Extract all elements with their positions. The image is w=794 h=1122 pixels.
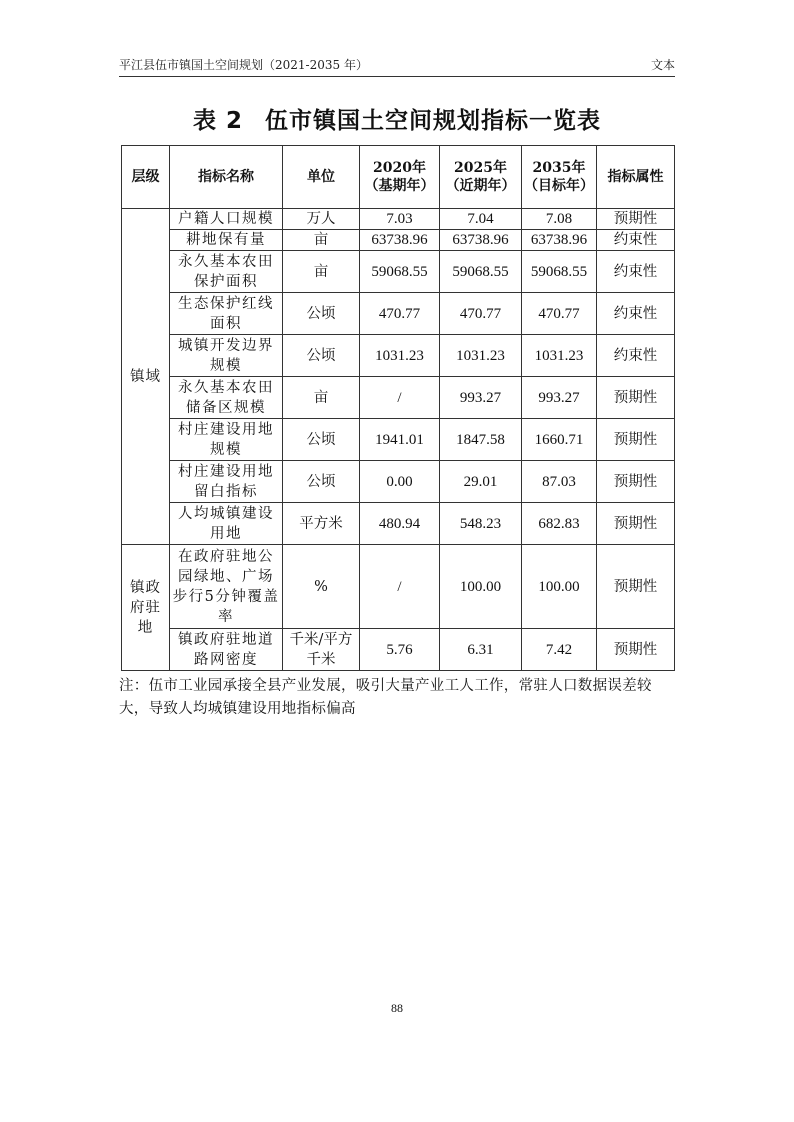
table-row: [122, 419, 675, 461]
indicator-attribute: 预期性: [597, 545, 675, 629]
indicator-name: 生态保护红线面积: [170, 293, 283, 335]
value-2035: 1660.71: [522, 419, 597, 461]
indicator-attribute: 预期性: [597, 209, 675, 230]
value-2025: 63738.96: [440, 230, 522, 251]
value-2020: 63738.96: [360, 230, 440, 251]
indicator-name: 村庄建设用地留白指标: [170, 461, 283, 503]
table-row: [122, 629, 675, 671]
value-2020: 470.77: [360, 293, 440, 335]
col-header-level: 层级: [122, 146, 170, 209]
indicator-unit: 千米/平方千米: [283, 629, 360, 671]
indicator-unit: 公顷: [283, 293, 360, 335]
table-row: [122, 251, 675, 293]
value-2035: 7.08: [522, 209, 597, 230]
value-2020: 480.94: [360, 503, 440, 545]
indicator-name: 户籍人口规模: [170, 209, 283, 230]
value-2020: /: [360, 545, 440, 629]
value-2035: 59068.55: [522, 251, 597, 293]
col-header-2025: 2025年（近期年）: [440, 146, 522, 209]
header-document-title: 平江县伍市镇国土空间规划（2021-2035 年）: [119, 58, 368, 72]
table-row: [122, 503, 675, 545]
table-row: [122, 377, 675, 419]
value-2020: /: [360, 377, 440, 419]
header-divider: [119, 76, 675, 77]
value-2035: 63738.96: [522, 230, 597, 251]
indicator-name: 镇政府驻地道路网密度: [170, 629, 283, 671]
indicator-unit: 公顷: [283, 419, 360, 461]
indicator-attribute: 约束性: [597, 251, 675, 293]
table-row: [122, 545, 675, 629]
value-2020: 5.76: [360, 629, 440, 671]
indicator-unit: 亩: [283, 377, 360, 419]
indicator-name: 永久基本农田储备区规模: [170, 377, 283, 419]
value-2035: 1031.23: [522, 335, 597, 377]
value-2020: 0.00: [360, 461, 440, 503]
page-number: 88: [391, 1001, 403, 1015]
col-header-attribute: 指标属性: [597, 146, 675, 209]
indicator-unit: 亩: [283, 230, 360, 251]
indicator-name: 人均城镇建设用地: [170, 503, 283, 545]
value-2035: 682.83: [522, 503, 597, 545]
value-2035: 87.03: [522, 461, 597, 503]
value-2020: 59068.55: [360, 251, 440, 293]
indicator-attribute: 预期性: [597, 629, 675, 671]
indicator-unit: 平方米: [283, 503, 360, 545]
value-2020: 1941.01: [360, 419, 440, 461]
indicator-name: 永久基本农田保护面积: [170, 251, 283, 293]
value-2035: 7.42: [522, 629, 597, 671]
indicator-attribute: 预期性: [597, 461, 675, 503]
value-2025: 993.27: [440, 377, 522, 419]
col-header-unit: 单位: [283, 146, 360, 209]
value-2025: 7.04: [440, 209, 522, 230]
indicator-attribute: 预期性: [597, 419, 675, 461]
value-2025: 1847.58: [440, 419, 522, 461]
table-title-text: 伍市镇国土空间规划指标一览表: [265, 108, 601, 134]
col-header-name: 指标名称: [170, 146, 283, 209]
value-2025: 1031.23: [440, 335, 522, 377]
col-header-2020: 2020年（基期年）: [360, 146, 440, 209]
value-2025: 59068.55: [440, 251, 522, 293]
value-2035: 100.00: [522, 545, 597, 629]
table-footnote: 注：伍市工业园承接全县产业发展，吸引大量产业工人工作，常驻人口数据误差较大，导致人均城镇建设用地指标偏高: [119, 678, 652, 717]
indicator-attribute: 约束性: [597, 293, 675, 335]
table-row: [122, 335, 675, 377]
table-row: [122, 230, 675, 251]
value-2025: 548.23: [440, 503, 522, 545]
indicator-attribute: 预期性: [597, 377, 675, 419]
level-cell-town-seat: 镇政府驻地: [122, 545, 170, 671]
table-row: [122, 461, 675, 503]
indicator-unit: 公顷: [283, 461, 360, 503]
value-2025: 100.00: [440, 545, 522, 629]
indicator-unit: %: [283, 545, 360, 629]
indicator-attribute: 约束性: [597, 230, 675, 251]
col-header-2035: 2035年（目标年）: [522, 146, 597, 209]
value-2035: 470.77: [522, 293, 597, 335]
indicator-unit: 万人: [283, 209, 360, 230]
table-title: [0, 102, 794, 135]
value-2025: 470.77: [440, 293, 522, 335]
header-section-label: 文本: [650, 58, 675, 72]
indicator-unit: 亩: [283, 251, 360, 293]
indicator-name: 耕地保有量: [170, 230, 283, 251]
indicator-attribute: 约束性: [597, 335, 675, 377]
table-number: 表 2: [192, 108, 243, 134]
value-2020: 1031.23: [360, 335, 440, 377]
value-2025: 6.31: [440, 629, 522, 671]
value-2025: 29.01: [440, 461, 522, 503]
page-header: [119, 54, 675, 76]
indicator-unit: 公顷: [283, 335, 360, 377]
indicator-table: [121, 145, 675, 671]
table-row: [122, 209, 675, 230]
value-2035: 993.27: [522, 377, 597, 419]
indicator-name: 村庄建设用地规模: [170, 419, 283, 461]
indicator-name: 在政府驻地公园绿地、广场步行5分钟覆盖率: [170, 545, 283, 629]
value-2020: 7.03: [360, 209, 440, 230]
table-header-row: [122, 146, 675, 209]
level-cell-town: 镇域: [122, 209, 170, 545]
indicator-name: 城镇开发边界规模: [170, 335, 283, 377]
indicator-attribute: 预期性: [597, 503, 675, 545]
table-row: [122, 293, 675, 335]
